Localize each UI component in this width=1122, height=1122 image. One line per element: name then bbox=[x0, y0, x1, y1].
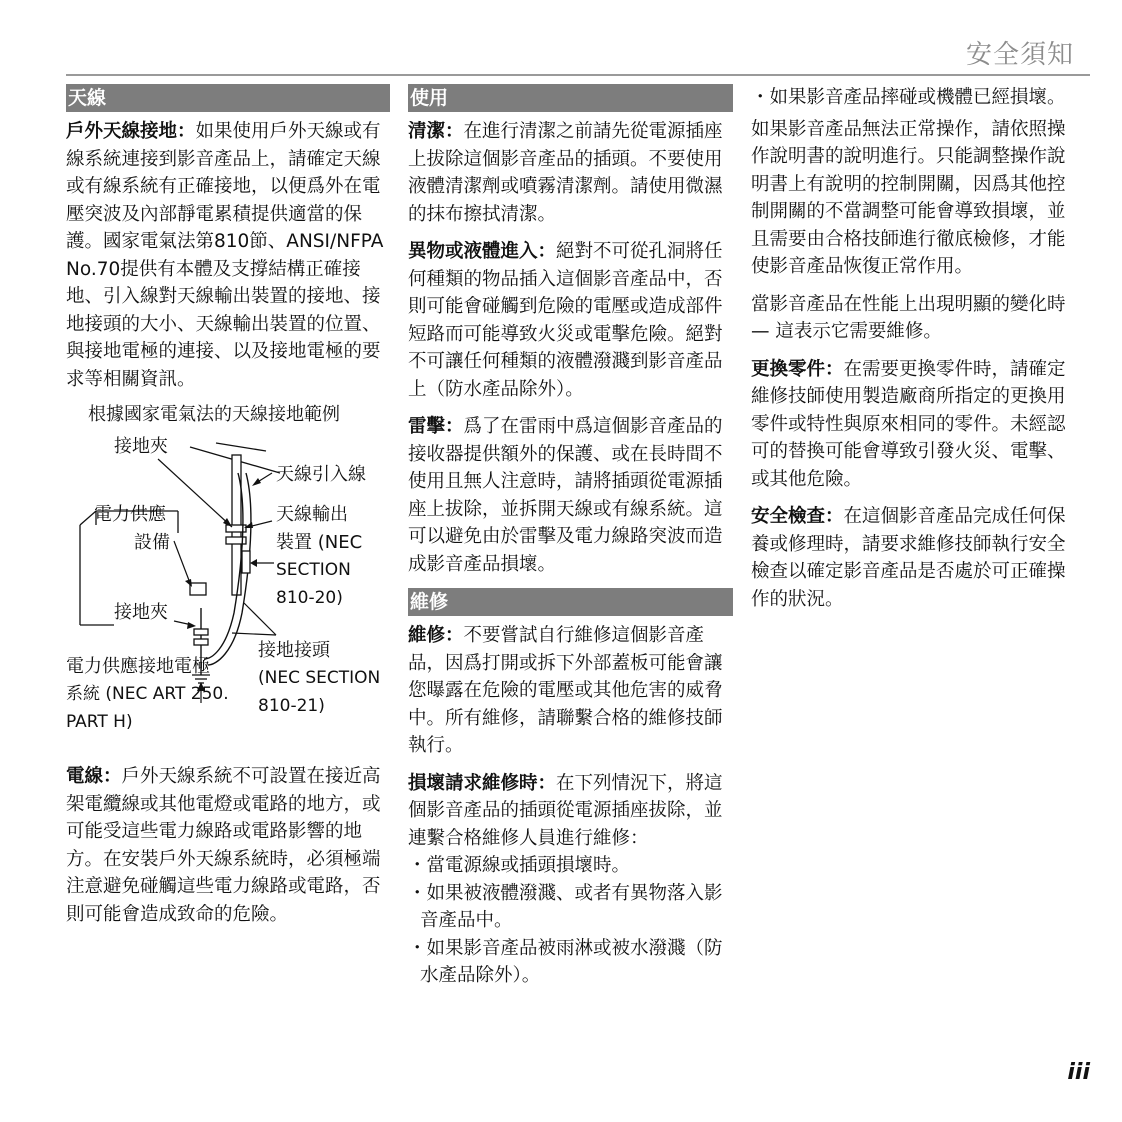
label-electrode-system-1: 電力供應接地電極 bbox=[66, 656, 210, 677]
label-discharge-unit-3: SECTION bbox=[276, 560, 351, 580]
object-entry-lead: 異物或液體進入： bbox=[408, 241, 557, 262]
label-grounding-conductor-2: (NEC SECTION bbox=[258, 668, 381, 688]
power-lines-text: 戶外天線系統不可設置在接近高架電纜線或其他電燈或電路的地方，或可能受這些電力線路或電路影響的地方。在安裝戶外天線系統時，必須極端注意避免碰觸這些電力線路或電路，否則可能會造成致命的危險。 bbox=[66, 766, 381, 925]
damage-bullet-item: ・如果影音產品摔碰或機體已經損壞。 bbox=[751, 87, 1066, 108]
safety-check-lead: 安全檢查： bbox=[751, 506, 844, 527]
column-antenna bbox=[66, 84, 390, 938]
label-lead-in-wire: 天線引入線 bbox=[276, 464, 366, 485]
object-entry-text: 絕對不可從孔洞將任何種類的物品插入這個影音產品中，否則可能會碰觸到危險的電壓或造成部件短路而可能導致火災或電擊危險。絕對不可讓任何種類的液體潑濺到影音產品上（防水產品除外）。 bbox=[408, 241, 723, 400]
servicing-lead: 維修： bbox=[408, 625, 464, 646]
label-grounding-conductor-3: 810-21) bbox=[258, 696, 325, 716]
section-heading-antenna: 天線 bbox=[66, 84, 390, 112]
safety-check-paragraph bbox=[751, 503, 1071, 613]
replacement-parts-text: 在需要更換零件時，請確定維修技師使用製造廠商所指定的更換用零件或特性與原來相同的零件。未經認可的替換可能會導致引發火災、電擊、或其他危險。 bbox=[751, 358, 1066, 490]
diagram-caption: 根據國家電氣法的天線接地範例 bbox=[88, 404, 340, 425]
damage-bullet-item: ・當電源線或插頭損壞時。 bbox=[408, 855, 631, 876]
lightning-paragraph bbox=[408, 413, 733, 578]
damage-bullet-item: ・如果被液體潑濺、或者有異物落入影音產品中。 bbox=[408, 882, 723, 931]
outdoor-antenna-text: 如果使用戶外天線或有線系統連接到影音產品上，請確定天線或有線系統有正確接地，以便爲外在電壓突波及內部靜電累積提供適當的保護。國家電氣法第810節、ANSI/NFPA No.70提供有本體及支撐結構正確接地、引入線對天線輸出裝置的接地、接地接頭的大小、天線輸出裝置的位置、與接地電極的連接、以及接地電極的要求等相關資訊。 bbox=[66, 121, 384, 390]
replacement-parts-paragraph bbox=[751, 356, 1071, 494]
servicing-text: 不要嘗試自行維修這個影音產品，因爲打開或拆下外部蓋板可能會讓您曝露在危險的電壓或其他危害的威脅中。所有維修，請聯繫合格的維修技師執行。 bbox=[408, 625, 723, 756]
power-lines-lead: 電線： bbox=[66, 766, 122, 787]
column-service-continued bbox=[751, 84, 1071, 623]
section-heading-service: 維修 bbox=[408, 588, 733, 616]
outdoor-antenna-lead: 戶外天線接地： bbox=[66, 121, 196, 142]
label-ground-clamp-bottom: 接地夾 bbox=[114, 602, 168, 623]
label-discharge-unit-1: 天線輸出 bbox=[276, 504, 348, 525]
lightning-lead: 雷擊： bbox=[408, 416, 464, 437]
damage-text: 在下列情況下，將這個影音產品的插頭從電源插座拔除，並連繫合格維修人員進行維修： bbox=[408, 772, 723, 849]
lightning-text: 爲了在雷雨中爲這個影音產品的接收器提供額外的保護、或在長時間不使用且無人注意時，請將插頭從電源插座上拔除，並拆開天線或有線系統。這可以避免由於雷擊及電力線路突波而造成影音產品損壞。 bbox=[408, 416, 723, 575]
servicing-paragraph bbox=[408, 622, 733, 760]
label-discharge-unit-4: 810-20) bbox=[276, 588, 343, 608]
safety-check-text: 在這個影音產品完成任何保養或修理時，請要求維修技師執行安全檢查以確定影音產品是否處於可正確操作的狀況。 bbox=[751, 506, 1066, 610]
label-ground-clamp-top: 接地夾 bbox=[114, 436, 168, 457]
replacement-parts-lead: 更換零件： bbox=[751, 358, 844, 380]
damage-bullet-item: ・如果影音產品被雨淋或被水潑濺（防水產品除外）。 bbox=[408, 937, 723, 986]
cleaning-text: 在進行清潔之前請先從電源插座上拔除這個影音產品的插頭。不要使用液體清潔劑或噴霧清潔劑。請使用微濕的抹布擦拭清潔。 bbox=[408, 121, 723, 225]
power-lines-paragraph bbox=[66, 763, 390, 928]
label-electrode-system-2: 系統 (NEC ART 250. bbox=[66, 684, 229, 704]
abnormal-operation-paragraph: 如果影音產品無法正常操作，請依照操作說明書的說明進行。只能調整操作說明書上有說明的控制開關，因爲其他控制開關的不當調整可能會導致損壞，並且需要由合格技師進行徹底檢修，才能使影音產品恢復正常作用。 bbox=[751, 118, 1066, 277]
label-electrode-system-3: PART H) bbox=[66, 712, 133, 732]
label-discharge-unit-2: 裝置 (NEC bbox=[276, 532, 363, 553]
outdoor-antenna-paragraph bbox=[66, 118, 390, 393]
cleaning-paragraph bbox=[408, 118, 733, 228]
page-number: iii bbox=[1067, 1060, 1090, 1085]
damage-paragraph bbox=[408, 770, 733, 853]
column-usage bbox=[408, 84, 733, 990]
section-heading-usage: 使用 bbox=[408, 84, 733, 112]
performance-change-paragraph: 當影音產品在性能上出現明顯的變化時 — 這表示它需要維修。 bbox=[751, 293, 1066, 342]
page-title: 安全須知 bbox=[965, 40, 1074, 70]
object-entry-paragraph bbox=[408, 238, 733, 403]
page-header bbox=[66, 34, 1090, 76]
label-grounding-conductor-1: 接地接頭 bbox=[258, 640, 330, 661]
label-power-equipment-2: 設備 bbox=[134, 532, 170, 553]
cleaning-lead: 清潔： bbox=[408, 121, 464, 142]
damage-lead: 損壞請求維修時： bbox=[408, 772, 557, 794]
antenna-grounding-diagram bbox=[66, 403, 390, 753]
label-power-equipment-1: 電力供應 bbox=[94, 504, 166, 525]
